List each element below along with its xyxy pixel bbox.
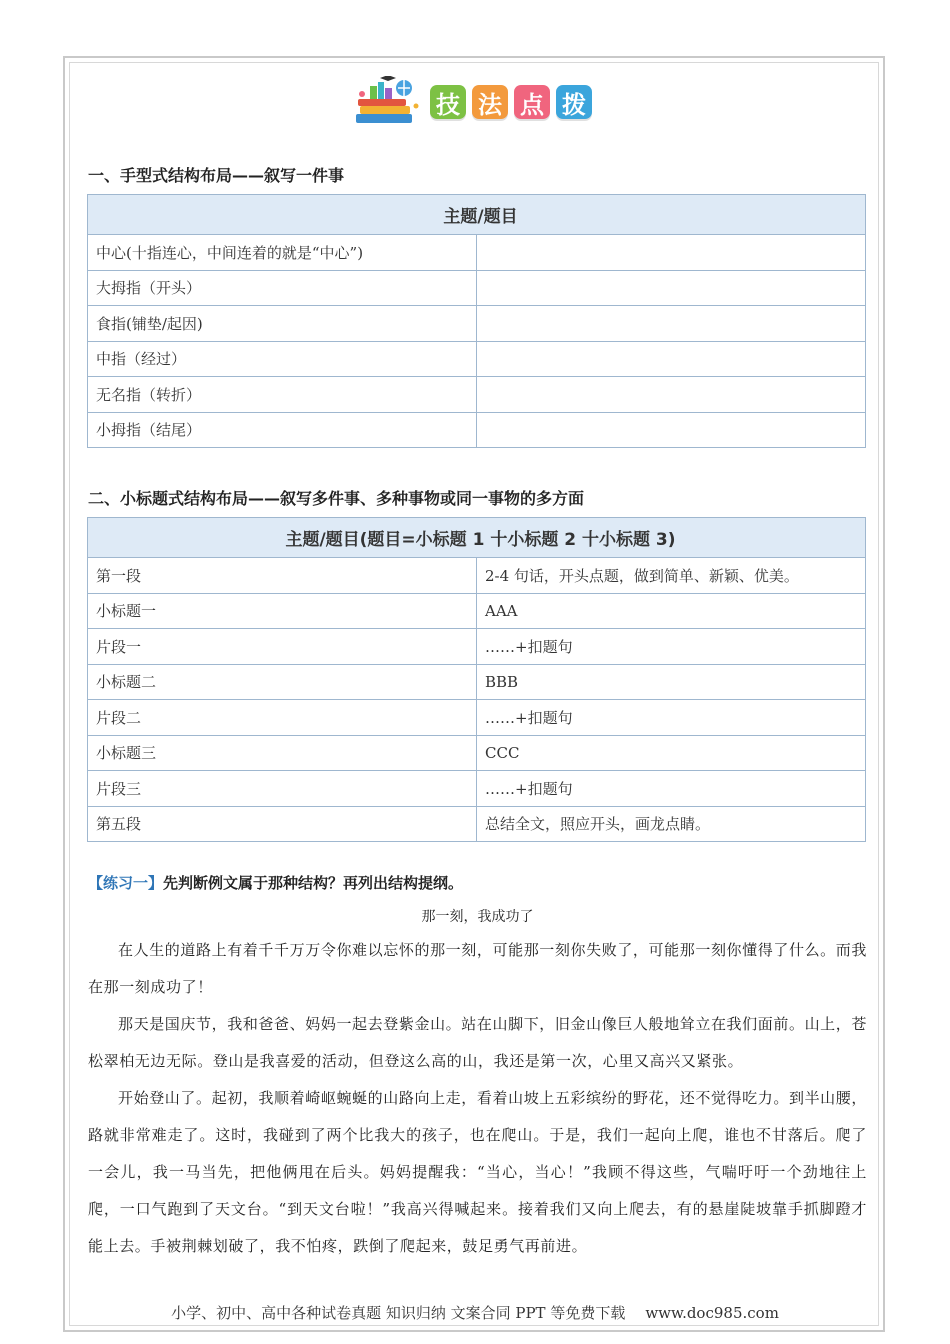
exercise-prompt: 先判断例文属于那种结构？再列出结构提纲。 — [163, 874, 464, 892]
footer-text: 小学、初中、高中各种试卷真题 知识归纳 文案合同 PPT 等免费下载 — [171, 1304, 626, 1322]
essay-title: 那一刻，我成功了 — [421, 909, 534, 925]
row-value — [477, 270, 866, 306]
table-row — [88, 593, 866, 629]
table-row — [88, 664, 866, 700]
page-footer — [0, 1302, 950, 1323]
row-label: 片段三 — [88, 771, 477, 807]
table-row — [88, 558, 866, 594]
table-row — [88, 377, 866, 413]
books-globe-icon — [352, 76, 424, 128]
section1-title: 一、手型式结构布局——叙写一件事 — [88, 166, 345, 185]
row-value — [477, 306, 866, 342]
section2-title: 二、小标题式结构布局——叙写多件事、多种事物或同一事物的多方面 — [88, 489, 585, 508]
table-row — [88, 235, 866, 271]
row-value — [477, 412, 866, 448]
row-label: 小标题三 — [88, 735, 477, 771]
table-header: 主题/题目 — [88, 195, 866, 235]
table-row — [88, 700, 866, 736]
row-value — [477, 377, 866, 413]
banner-char-2: 法 — [472, 85, 508, 119]
row-value: ……+扣题句 — [477, 771, 866, 807]
table-header: 主题/题目(题目=小标题 1 十小标题 2 十小标题 3) — [88, 518, 866, 558]
row-label: 中心(十指连心，中间连着的就是“中心”) — [88, 235, 477, 271]
row-value: 2-4 句话，开头点题，做到简单、新颖、优美。 — [477, 558, 866, 594]
exercise-heading — [88, 872, 463, 893]
row-label: 中指（经过） — [88, 341, 477, 377]
row-value — [477, 341, 866, 377]
table-row — [88, 629, 866, 665]
row-label: 片段二 — [88, 700, 477, 736]
row-label: 食指(铺垫/起因) — [88, 306, 477, 342]
hand-structure-table — [87, 194, 866, 448]
row-value: 总结全文，照应开头，画龙点睛。 — [477, 806, 866, 842]
row-value: CCC — [477, 735, 866, 771]
table-row — [88, 771, 866, 807]
row-label: 小拇指（结尾） — [88, 412, 477, 448]
footer-site-link[interactable]: www.doc985.com — [645, 1304, 779, 1322]
banner-char-3: 点 — [514, 85, 550, 119]
section-banner — [352, 76, 592, 128]
banner-char-1: 技 — [430, 85, 466, 119]
essay-paragraph: 那天是国庆节，我和爸爸、妈妈一起去登紫金山。站在山脚下，旧金山像巨人般地耸立在我们面前。山上，苍松翠柏无边无际。登山是我喜爱的活动，但登这么高的山，我还是第一次，心里又高兴又紧张。 — [88, 1015, 867, 1070]
row-value: ……+扣题句 — [477, 700, 866, 736]
row-value: AAA — [477, 593, 866, 629]
table-row — [88, 341, 866, 377]
row-label: 小标题一 — [88, 593, 477, 629]
essay-paragraph: 在人生的道路上有着千千万万令你难以忘怀的那一刻，可能那一刻你失败了，可能那一刻你懂得了什么。而我在那一刻成功了！ — [88, 941, 867, 996]
row-label: 片段一 — [88, 629, 477, 665]
table-row — [88, 806, 866, 842]
subtitle-structure-table — [87, 517, 866, 842]
exercise-tag: 【练习一】 — [88, 874, 164, 892]
table-row — [88, 735, 866, 771]
row-value: BBB — [477, 664, 866, 700]
row-value — [477, 235, 866, 271]
table-row — [88, 270, 866, 306]
row-label: 大拇指（开头） — [88, 270, 477, 306]
row-value: ……+扣题句 — [477, 629, 866, 665]
table-row — [88, 306, 866, 342]
essay-paragraph: 开始登山了。起初，我顺着崎岖蜿蜒的山路向上走，看着山坡上五彩缤纷的野花，还不觉得吃力。到半山腰，路就非常难走了。这时，我碰到了两个比我大的孩子，也在爬山。于是，我们一起向上爬，谁也不甘落后。爬了一会儿，我一马当先，把他俩甩在后头。妈妈提醒我：“当心，当心！”我顾不得这些，气喘吁吁一个劲地往上爬，一口气跑到了天文台。“到天文台啦！”我高兴得喊起来。接着我们又向上爬去，有的悬崖陡坡靠手抓脚蹬才能上去。手被荆棘划破了，我不怕疼，跌倒了爬起来，鼓足勇气再前进。 — [88, 1089, 867, 1255]
row-label: 小标题二 — [88, 664, 477, 700]
row-label: 无名指（转折） — [88, 377, 477, 413]
row-label: 第五段 — [88, 806, 477, 842]
table-row — [88, 412, 866, 448]
row-label: 第一段 — [88, 558, 477, 594]
essay-body — [88, 932, 867, 1265]
banner-char-4: 拨 — [556, 85, 592, 119]
